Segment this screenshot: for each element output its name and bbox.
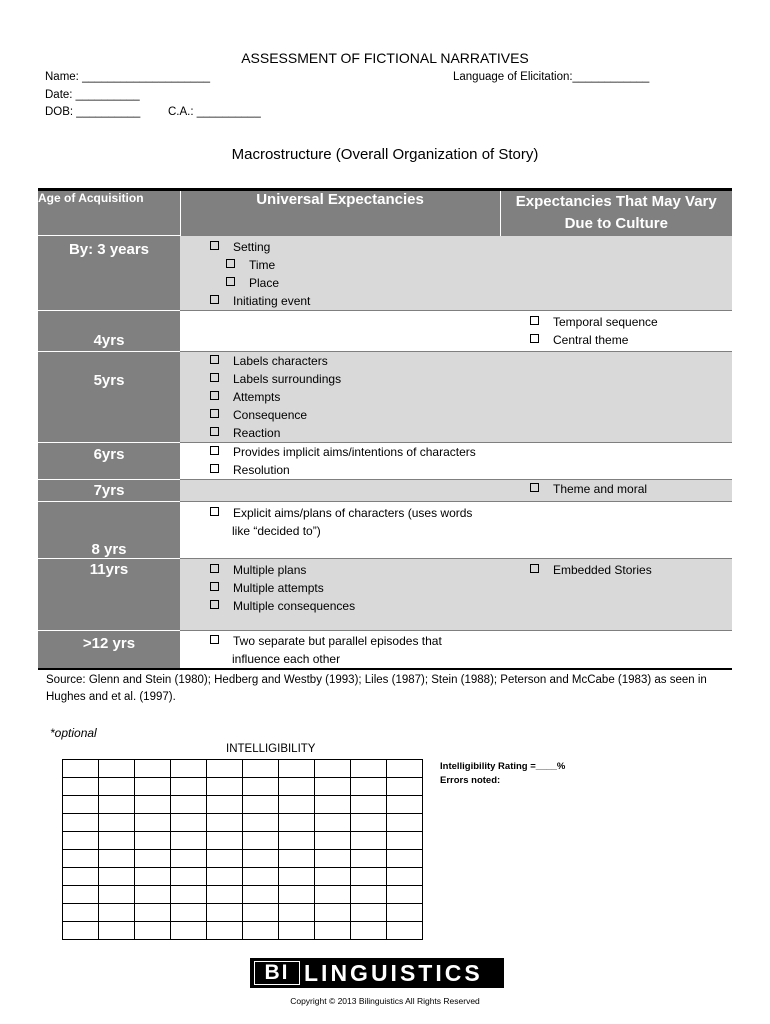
grid-cell[interactable] [63,796,99,814]
grid-cell[interactable] [315,760,351,778]
age-11: 11yrs [38,559,180,631]
header-culture [500,190,732,236]
item-place: Place [249,276,280,290]
grid-cell[interactable] [243,832,279,850]
intelligibility-grid[interactable] [62,759,423,940]
grid-row [63,904,423,922]
grid-cell[interactable] [207,778,243,796]
date-field[interactable]: Date: __________ [45,89,140,101]
grid-cell[interactable] [351,778,387,796]
grid-row [63,760,423,778]
errors-noted[interactable]: Errors noted: [440,775,501,786]
ca-field[interactable]: C.A.: __________ [168,106,261,118]
checkbox-multiple-attempts[interactable] [210,582,219,591]
grid-cell[interactable] [99,760,135,778]
item-multiple-consequences: Multiple consequences [233,599,356,613]
grid-cell[interactable] [387,832,423,850]
grid-cell[interactable] [99,904,135,922]
checkbox-labels-surroundings[interactable] [210,373,219,382]
grid-cell[interactable] [99,886,135,904]
grid-cell[interactable] [171,796,207,814]
header-culture-line2: Due to Culture [564,215,668,232]
grid-row [63,832,423,850]
grid-cell[interactable] [63,886,99,904]
item-two-episodes-line2: influence each other [232,652,341,666]
grid-cell[interactable] [207,868,243,886]
grid-cell[interactable] [315,868,351,886]
checkbox-multiple-consequences[interactable] [210,600,219,609]
grid-cell[interactable] [351,760,387,778]
grid-cell[interactable] [99,832,135,850]
grid-cell[interactable] [207,760,243,778]
logo-linguistics: LINGUISTICS [304,960,483,986]
item-explicit-line1: Explicit aims/plans of characters (uses words [233,506,473,520]
grid-cell[interactable] [135,886,171,904]
grid-cell[interactable] [207,886,243,904]
checkbox-theme[interactable] [530,483,539,492]
grid-cell[interactable] [387,760,423,778]
checkbox-reaction[interactable] [210,427,219,436]
grid-cell[interactable] [207,850,243,868]
grid-row [63,796,423,814]
checkbox-two-episodes[interactable] [210,635,219,644]
grid-cell[interactable] [243,796,279,814]
grid-cell[interactable] [387,868,423,886]
grid-cell[interactable] [315,796,351,814]
table-row [38,311,732,352]
grid-cell[interactable] [135,814,171,832]
header-age: Age of Acquisition [38,190,180,236]
grid-cell[interactable] [63,760,99,778]
item-multiple-plans: Multiple plans [233,563,307,577]
dob-field[interactable]: DOB: __________ [45,106,141,118]
checkbox-embedded[interactable] [530,564,539,573]
grid-cell[interactable] [387,814,423,832]
grid-cell[interactable] [135,922,171,940]
grid-cell[interactable] [63,814,99,832]
grid-row [63,868,423,886]
checkbox-setting[interactable] [210,241,219,250]
checkbox-explicit[interactable] [210,507,219,516]
grid-row [63,922,423,940]
grid-cell[interactable] [279,814,315,832]
grid-cell[interactable] [99,850,135,868]
checkbox-time[interactable] [226,259,235,268]
intelligibility-rating[interactable]: Intelligibility Rating =____% [440,761,566,772]
grid-cell[interactable] [171,868,207,886]
grid-cell[interactable] [315,886,351,904]
logo-bi: BI [254,961,300,985]
macrostructure-table [38,188,732,670]
grid-cell[interactable] [99,778,135,796]
grid-cell[interactable] [279,778,315,796]
grid-cell[interactable] [387,796,423,814]
age-5: 5yrs [38,352,180,443]
item-initiating: Initiating event [233,294,311,308]
copyright: Copyright © 2013 Bilinguistics All Rights Reserved [290,996,480,1006]
grid-cell[interactable] [351,832,387,850]
item-central: Central theme [553,333,629,347]
grid-cell[interactable] [315,814,351,832]
item-explicit-line2: like “decided to”) [232,524,321,538]
grid-cell[interactable] [351,922,387,940]
table-row [38,352,732,443]
age-12: >12 yrs [38,631,180,670]
grid-cell[interactable] [63,778,99,796]
grid-cell[interactable] [63,832,99,850]
grid-cell[interactable] [99,922,135,940]
grid-cell[interactable] [207,904,243,922]
grid-cell[interactable] [351,868,387,886]
checkbox-consequence[interactable] [210,409,219,418]
grid-cell[interactable] [99,868,135,886]
grid-cell[interactable] [243,868,279,886]
grid-cell[interactable] [279,868,315,886]
checkbox-implicit[interactable] [210,446,219,455]
grid-cell[interactable] [63,850,99,868]
grid-cell[interactable] [99,796,135,814]
checkbox-place[interactable] [226,277,235,286]
age-4: 4yrs [38,311,180,352]
grid-cell[interactable] [171,904,207,922]
header-culture-line1: Expectancies That May Vary [515,193,717,210]
grid-cell[interactable] [207,796,243,814]
item-time: Time [249,258,276,272]
grid-cell[interactable] [279,796,315,814]
age-6: 6yrs [38,443,180,480]
item-implicit: Provides implicit aims/intentions of characters [233,445,476,459]
checkbox-labels-characters[interactable] [210,355,219,364]
grid-row [63,886,423,904]
checkbox-initiating[interactable] [210,295,219,304]
item-attempts: Attempts [233,390,281,404]
grid-cell[interactable] [351,796,387,814]
grid-cell[interactable] [279,850,315,868]
source-citation: Source: Glenn and Stein (1980); Hedberg and Westby (1993); Liles (1987); Stein (1988); Peterson and McCabe (1983) as seen in Hughes and et al. (1997). [46,674,707,703]
grid-cell[interactable] [135,904,171,922]
table-row [38,559,732,631]
grid-cell[interactable] [63,904,99,922]
bilinguistics-logo [250,958,504,988]
item-theme: Theme and moral [553,482,648,496]
rating-block [440,760,565,788]
grid-cell[interactable] [387,850,423,868]
grid-cell[interactable] [387,904,423,922]
grid-cell[interactable] [171,760,207,778]
item-resolution: Resolution [233,463,290,477]
optional-note: *optional [50,726,97,740]
grid-cell[interactable] [243,922,279,940]
grid-cell[interactable] [135,832,171,850]
grid-cell[interactable] [243,886,279,904]
grid-cell[interactable] [171,850,207,868]
grid-cell[interactable] [279,832,315,850]
grid-cell[interactable] [351,814,387,832]
grid-cell[interactable] [63,922,99,940]
grid-cell[interactable] [387,886,423,904]
grid-cell[interactable] [63,868,99,886]
grid-cell[interactable] [351,886,387,904]
grid-cell[interactable] [135,760,171,778]
grid-cell[interactable] [315,832,351,850]
grid-cell[interactable] [243,760,279,778]
header-universal: Universal Expectancies [180,190,500,236]
grid-cell[interactable] [135,778,171,796]
age-8: 8 yrs [38,502,180,559]
checkbox-attempts[interactable] [210,391,219,400]
grid-cell[interactable] [315,850,351,868]
grid-cell[interactable] [279,886,315,904]
grid-cell[interactable] [387,922,423,940]
grid-cell[interactable] [207,814,243,832]
grid-cell[interactable] [171,922,207,940]
grid-cell[interactable] [315,922,351,940]
section-subtitle: Macrostructure (Overall Organization of Story) [231,146,539,163]
grid-cell[interactable] [243,778,279,796]
grid-cell[interactable] [315,778,351,796]
item-temporal: Temporal sequence [553,315,658,329]
grid-cell[interactable] [243,850,279,868]
table-row [38,443,732,480]
grid-cell[interactable] [135,868,171,886]
grid-cell[interactable] [207,832,243,850]
item-setting: Setting [233,240,271,254]
grid-cell[interactable] [387,778,423,796]
grid-cell[interactable] [171,832,207,850]
checkbox-temporal[interactable] [530,316,539,325]
item-embedded: Embedded Stories [553,563,652,577]
table-row [38,480,732,502]
grid-cell[interactable] [171,778,207,796]
language-field[interactable]: Language of Elicitation:____________ [453,71,650,83]
table-row [38,631,732,670]
name-field[interactable]: Name: ____________________ [45,71,210,83]
item-consequence: Consequence [233,408,308,422]
item-multiple-attempts: Multiple attempts [233,581,324,595]
grid-cell[interactable] [279,922,315,940]
item-reaction: Reaction [233,426,281,440]
grid-cell[interactable] [171,814,207,832]
checkbox-central[interactable] [530,334,539,343]
grid-cell[interactable] [351,850,387,868]
grid-row [63,814,423,832]
grid-cell[interactable] [351,904,387,922]
age-3: By: 3 years [38,236,180,311]
grid-cell[interactable] [99,814,135,832]
item-two-episodes-line1: Two separate but parallel episodes that [233,634,442,648]
grid-cell[interactable] [243,904,279,922]
document-title: ASSESSMENT OF FICTIONAL NARRATIVES [241,50,529,66]
checkbox-resolution[interactable] [210,464,219,473]
grid-cell[interactable] [207,922,243,940]
grid-cell[interactable] [171,886,207,904]
table-row [38,502,732,559]
grid-cell[interactable] [279,904,315,922]
grid-cell[interactable] [315,904,351,922]
table-row [38,236,732,311]
grid-cell[interactable] [243,814,279,832]
grid-row [63,850,423,868]
grid-row [63,778,423,796]
intelligibility-title: INTELLIGIBILITY [226,743,316,755]
item-labels-characters: Labels characters [233,354,328,368]
grid-cell[interactable] [135,796,171,814]
grid-cell[interactable] [279,760,315,778]
grid-cell[interactable] [135,850,171,868]
checkbox-multiple-plans[interactable] [210,564,219,573]
item-labels-surroundings: Labels surroundings [233,372,342,386]
age-7: 7yrs [38,480,180,502]
